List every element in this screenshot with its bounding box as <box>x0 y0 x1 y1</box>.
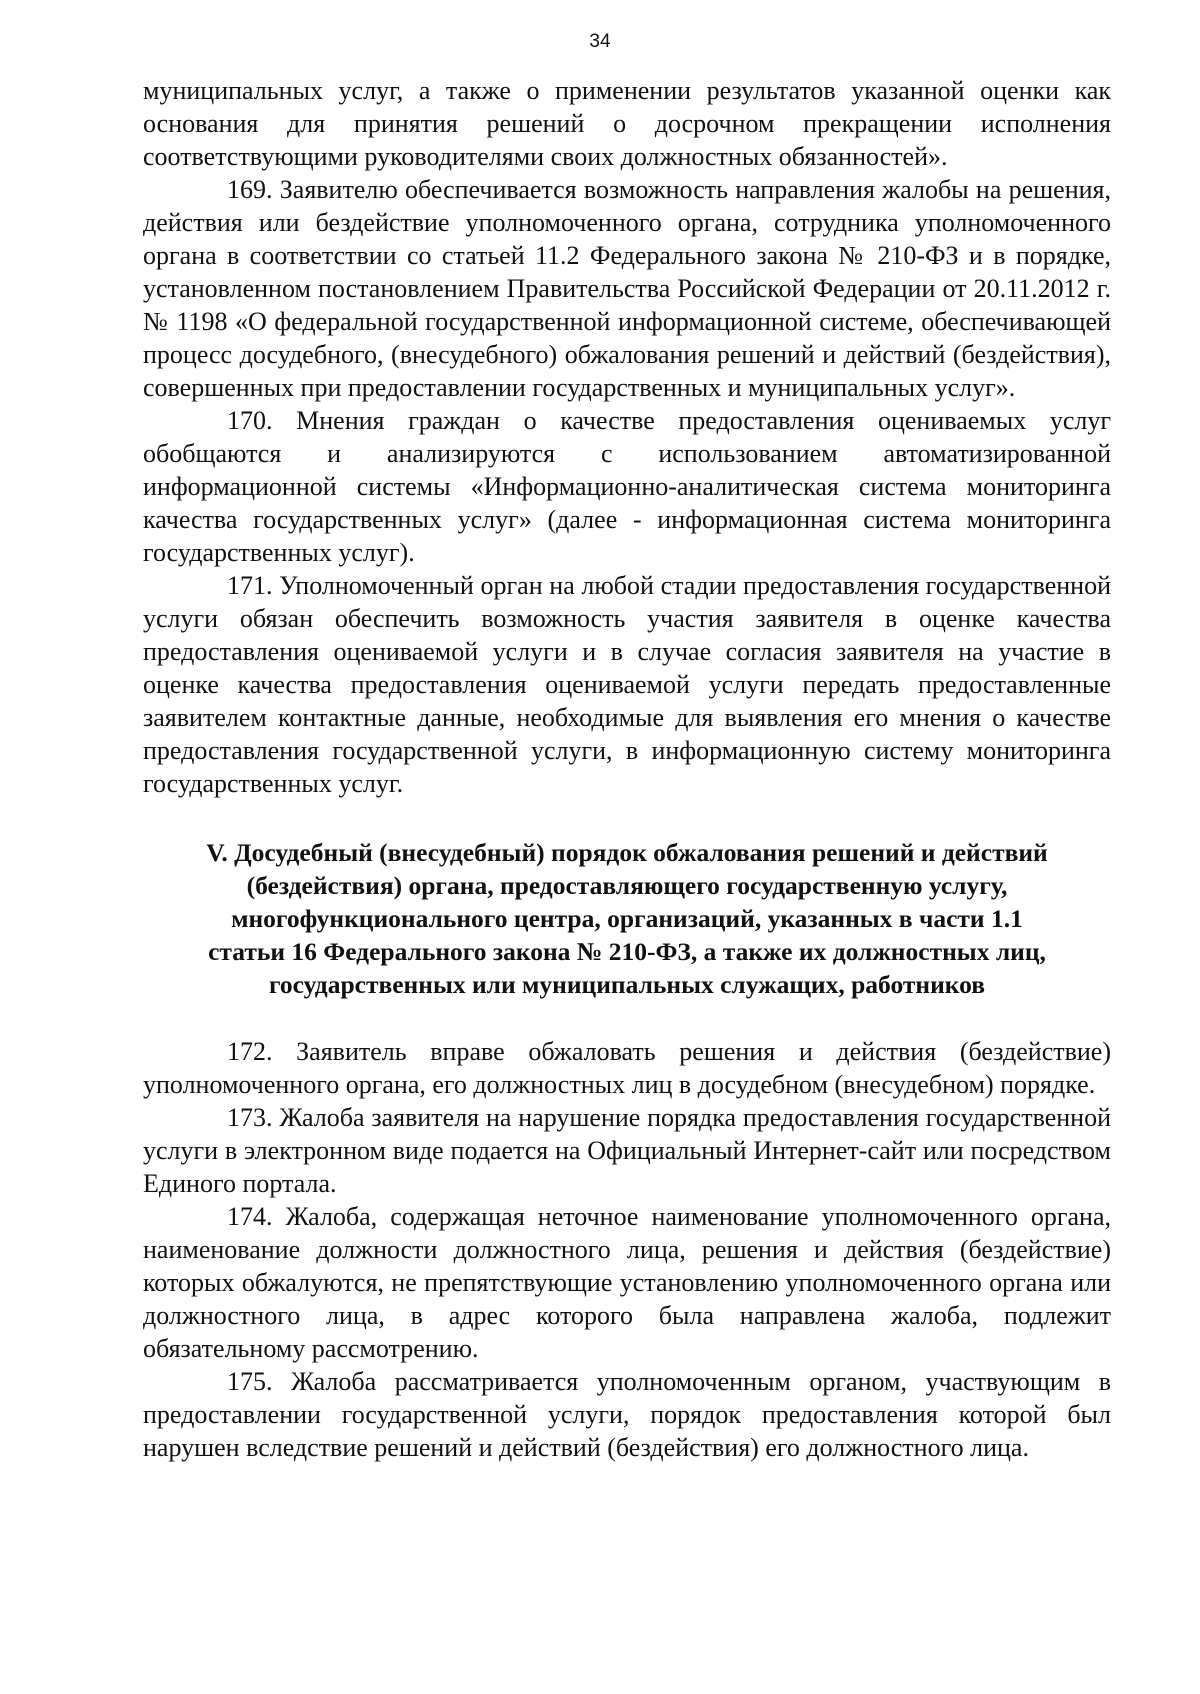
paragraph-173: 173. Жалоба заявителя на нарушение порядка предоставления государственной услуги в электронном виде подается на Официальный Интернет-сайт или посредством Единого портала. <box>143 1103 1111 1198</box>
section-title-line: V. Досудебный (внесудебный) порядок обжалования решений и действий <box>206 838 1048 867</box>
section-title-line: статьи 16 Федерального закона № 210-ФЗ, а также их должностных лиц, <box>208 937 1046 966</box>
document-body <box>143 74 1111 1464</box>
paragraph-174: 174. Жалоба, содержащая неточное наименование уполномоченного органа, наименование должности должностного лица, решения и действия (бездействие) которых обжалуются, не препятствующие установлению уполномоченного органа или должностного лица, в адрес которого была направлена жалоба, подлежит обязательному рассмотрению. <box>143 1202 1111 1363</box>
paragraph-170: 170. Мнения граждан о качестве предоставления оцениваемых услуг обобщаются и анализируются с использованием автоматизированной информационной системы «Информационно-аналитическая система мониторинга качества государственных услуг» (далее - информационная система мониторинга государственных услуг). <box>143 406 1111 567</box>
paragraph-172: 172. Заявитель вправе обжаловать решения и действия (бездействие) уполномоченного органа, его должностных лиц в досудебном (внесудебном) порядке. <box>143 1037 1111 1099</box>
paragraph-171: 171. Уполномоченный орган на любой стадии предоставления государственной услуги обязан обеспечить возможность участия заявителя в оценке качества предоставления оцениваемой услуги и в случае согласия заявителя на участие в оценке качества предоставления оцениваемой услуги передать предоставленные заявителем контактные данные, необходимые для выявления его мнения о качестве предоставления государственной услуги, в информационную систему мониторинга государственных услуг. <box>143 571 1111 798</box>
paragraph-175: 175. Жалоба рассматривается уполномоченным органом, участвующим в предоставлении государственной услуги, порядок предоставления которой был нарушен вследствие решений и действий (бездействия) его должностного лица. <box>143 1367 1111 1462</box>
section-title <box>143 836 1111 1001</box>
paragraph-169: 169. Заявителю обеспечивается возможность направления жалобы на решения, действия или бездействие уполномоченного органа, сотрудника уполномоченного органа в соответствии со статьей 11.2 Федерального закона № 210-ФЗ и в порядке, установленном постановлением Правительства Российской Федерации от 20.11.2012 г. № 1198 «О федеральной государственной информационной системе, обеспечивающей процесс досудебного, (внесудебного) обжалования решений и действий (бездействия), совершенных при предоставлении государственных и муниципальных услуг». <box>143 175 1111 402</box>
section-title-line: (бездействия) органа, предоставляющего государственную услугу, <box>246 871 1008 900</box>
paragraph-continuation: муниципальных услуг, а также о применении результатов указанной оценки как основания для принятия решений о досрочном прекращении исполнения соответствующими руководителями своих должностных обязанностей». <box>143 76 1111 171</box>
page-number: 34 <box>589 31 611 52</box>
section-title-line: государственных или муниципальных служащих, работников <box>268 970 986 999</box>
section-title-line: многофункционального центра, организаций, указанных в части 1.1 <box>231 904 1023 933</box>
